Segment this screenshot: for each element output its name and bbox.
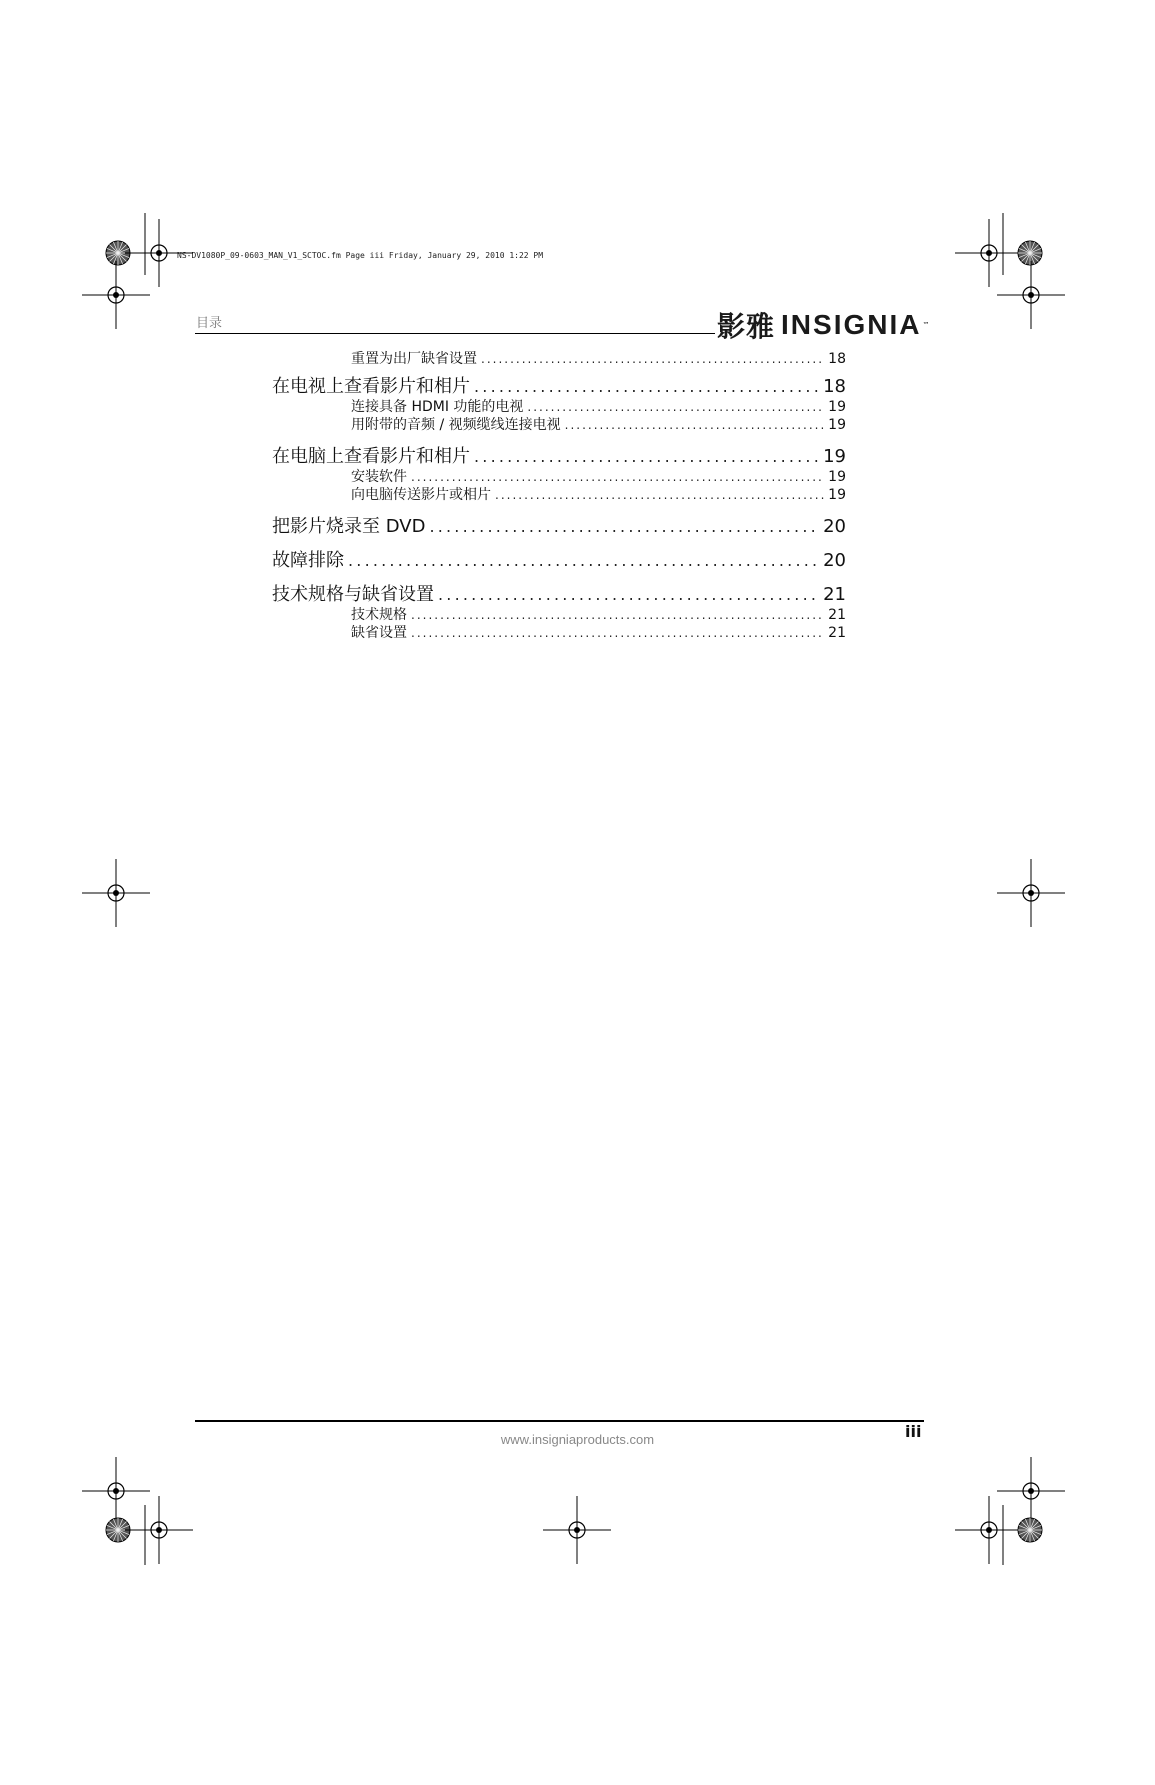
toc-page-number: 19 <box>828 487 846 503</box>
toc-section-title: 故障排除 <box>272 550 344 571</box>
registration-cross-mark <box>997 261 1065 329</box>
footer-url[interactable]: www.insigniaproducts.com <box>500 1432 655 1447</box>
registration-cross-mark <box>82 859 150 927</box>
registration-cross-mark <box>543 1496 611 1564</box>
toc-section-title: 技术规格与缺省设置 <box>272 584 434 605</box>
toc-page-number: 19 <box>828 417 846 433</box>
toc-page-number: 18 <box>828 351 846 367</box>
toc-entry-title: 向电脑传送影片或相片 <box>351 487 491 503</box>
registration-cross-mark <box>955 219 1023 287</box>
registration-star-mark <box>1018 1518 1042 1542</box>
logo-chinese: 影雅 <box>717 310 776 343</box>
toc-page-number: 18 <box>823 376 846 397</box>
toc-entry-title: 技术规格 <box>351 607 407 623</box>
toc-page-number: 21 <box>828 607 846 623</box>
toc-page-number: 20 <box>823 516 846 537</box>
toc-entry-title: 安装软件 <box>351 469 407 485</box>
toc-page-number: 21 <box>828 625 846 641</box>
toc-page-number: 19 <box>828 399 846 415</box>
registration-cross-mark <box>997 859 1065 927</box>
registration-cross-mark <box>997 1457 1065 1525</box>
registration-cross-mark <box>955 1496 1023 1564</box>
toc-page-number: 21 <box>823 584 846 605</box>
toc-page-number: 19 <box>823 446 846 467</box>
page-folio: iii <box>905 1422 922 1441</box>
logo-trademark: ™ <box>922 321 930 329</box>
toc-entry-title: 缺省设置 <box>351 625 407 641</box>
toc-page-number: 20 <box>823 550 846 571</box>
registration-cross-mark <box>125 219 193 287</box>
registration-cross-mark <box>125 1496 193 1564</box>
toc-page-number: 19 <box>828 469 846 485</box>
toc-entry-title: 连接具备 HDMI 功能的电视 <box>351 399 524 415</box>
slug-line: NS-DV1080P_09-0603_MAN_V1_SCTOC.fm Page iii Friday, January 29, 2010 1:22 PM <box>177 251 544 260</box>
toc-section-title: 把影片烧录至 DVD <box>272 516 426 537</box>
registration-cross-mark <box>82 1457 150 1525</box>
logo-wordmark: INSIGNIA <box>781 309 922 340</box>
toc-section-title: 在电视上查看影片和相片 <box>272 376 470 397</box>
toc-section-title: 在电脑上查看影片和相片 <box>272 446 470 467</box>
registration-cross-mark <box>82 261 150 329</box>
toc-entry-title: 重置为出厂缺省设置 <box>351 351 477 367</box>
section-label: 目录 <box>196 316 223 331</box>
registration-star-mark <box>1018 241 1042 265</box>
toc-entry-title: 用附带的音频 / 视频缆线连接电视 <box>351 417 561 433</box>
